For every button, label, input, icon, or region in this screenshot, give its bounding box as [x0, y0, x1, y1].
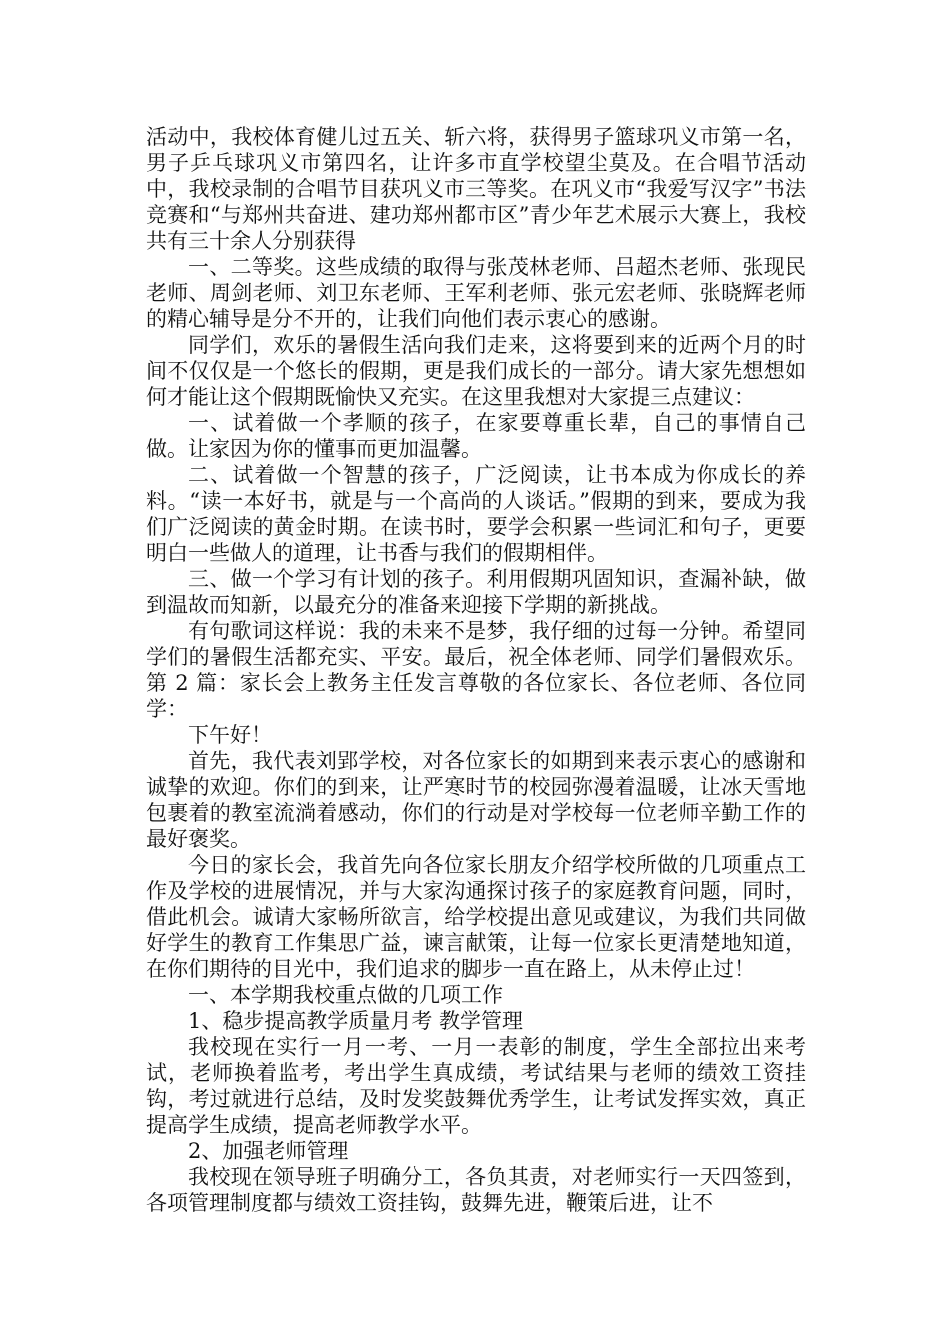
subheading-2: 2、加强老师管理 [188, 1139, 349, 1163]
paragraph-12: 我校现在领导班子明确分工，各负其责，对老师实行一天四签到，各项管理制度都与绩效工资挂钩，鼓舞先进，鞭策后进，让不 [146, 1165, 806, 1215]
section-heading-1: 一、本学期我校重点做的几项工作 [188, 983, 503, 1007]
paragraph-6: 三、做一个学习有计划的孩子。利用假期巩固知识，查漏补缺，做到温故而知新，以最充分的准备来迎接下学期的新挑战。 [146, 567, 806, 617]
paragraph-1: 活动中，我校体育健儿过五关、斩六将，获得男子篮球巩义市第一名，男子乒乓球巩义市第四名，让许多市直学校望尘莫及。在合唱节活动中，我校录制的合唱节目获巩义市三等奖。在巩义市“我爱写汉字”书法竞赛和“与郑州共奋进、建功郑州都市区”青少年艺术展示大赛上，我校共有三十余人分别获得 [146, 125, 806, 253]
paragraph-2: 一、二等奖。这些成绩的取得与张茂林老师、吕超杰老师、张现民老师、周剑老师、刘卫东老师、王军利老师、张元宏老师、张晓辉老师的精心辅导是分不开的，让我们向他们表示衷心的感谢。 [146, 255, 806, 331]
paragraph-7: 有句歌词这样说：我的未来不是梦，我仔细的过每一分钟。希望同学们的暑假生活都充实、平安。最后，祝全体老师、同学们暑假欢乐。第 2 篇：家长会上教务主任发言尊敬的各位家长、各位老师、各位同学： [146, 619, 806, 721]
paragraph-4: 一、试着做一个孝顺的孩子，在家要尊重长辈，自己的事情自己做。让家因为你的懂事而更加温馨。 [146, 411, 806, 461]
paragraph-3: 同学们，欢乐的暑假生活向我们走来，这将要到来的近两个月的时间不仅仅是一个悠长的假期，更是我们成长的一部分。请大家先想想如何才能让这个假期既愉快又充实。在这里我想对大家提三点建议： [146, 333, 806, 409]
paragraph-5: 二、试着做一个智慧的孩子，广泛阅读，让书本成为你成长的养料。“读一本好书，就是与一个高尚的人谈话。”假期的到来，要成为我们广泛阅读的黄金时期。在读书时，要学会积累一些词汇和句子，更要明白一些做人的道理，让书香与我们的假期相伴。 [146, 463, 806, 565]
paragraph-8: 下午好！ [188, 723, 272, 747]
subheading-1: 1、稳步提高教学质量月考 教学管理 [188, 1009, 524, 1033]
paragraph-9: 首先，我代表刘郢学校，对各位家长的如期到来表示衷心的感谢和诚挚的欢迎。你们的到来，让严寒时节的校园弥漫着温暖，让冰天雪地包裹着的教室流淌着感动，你们的行动是对学校每一位老师辛勤工作的最好褒奖。 [146, 749, 806, 851]
paragraph-11: 我校现在实行一月一考、一月一表彰的制度，学生全部拉出来考试，老师换着监考，考出学生真成绩，考试结果与老师的绩效工资挂钩，考过就进行总结，及时发奖鼓舞优秀学生，让考试发挥实效，真正提高学生成绩，提高老师教学水平。 [146, 1035, 806, 1137]
document-body [146, 124, 806, 1216]
paragraph-10: 今日的家长会，我首先向各位家长朋友介绍学校所做的几项重点工作及学校的进展情况，并与大家沟通探讨孩子的家庭教育问题，同时，借此机会。诚请大家畅所欲言，给学校提出意见或建议，为我们共同做好学生的教育工作集思广益，谏言献策，让每一位家长更清楚地知道，在你们期待的目光中，我们追求的脚步一直在路上，从未停止过！ [146, 853, 806, 981]
